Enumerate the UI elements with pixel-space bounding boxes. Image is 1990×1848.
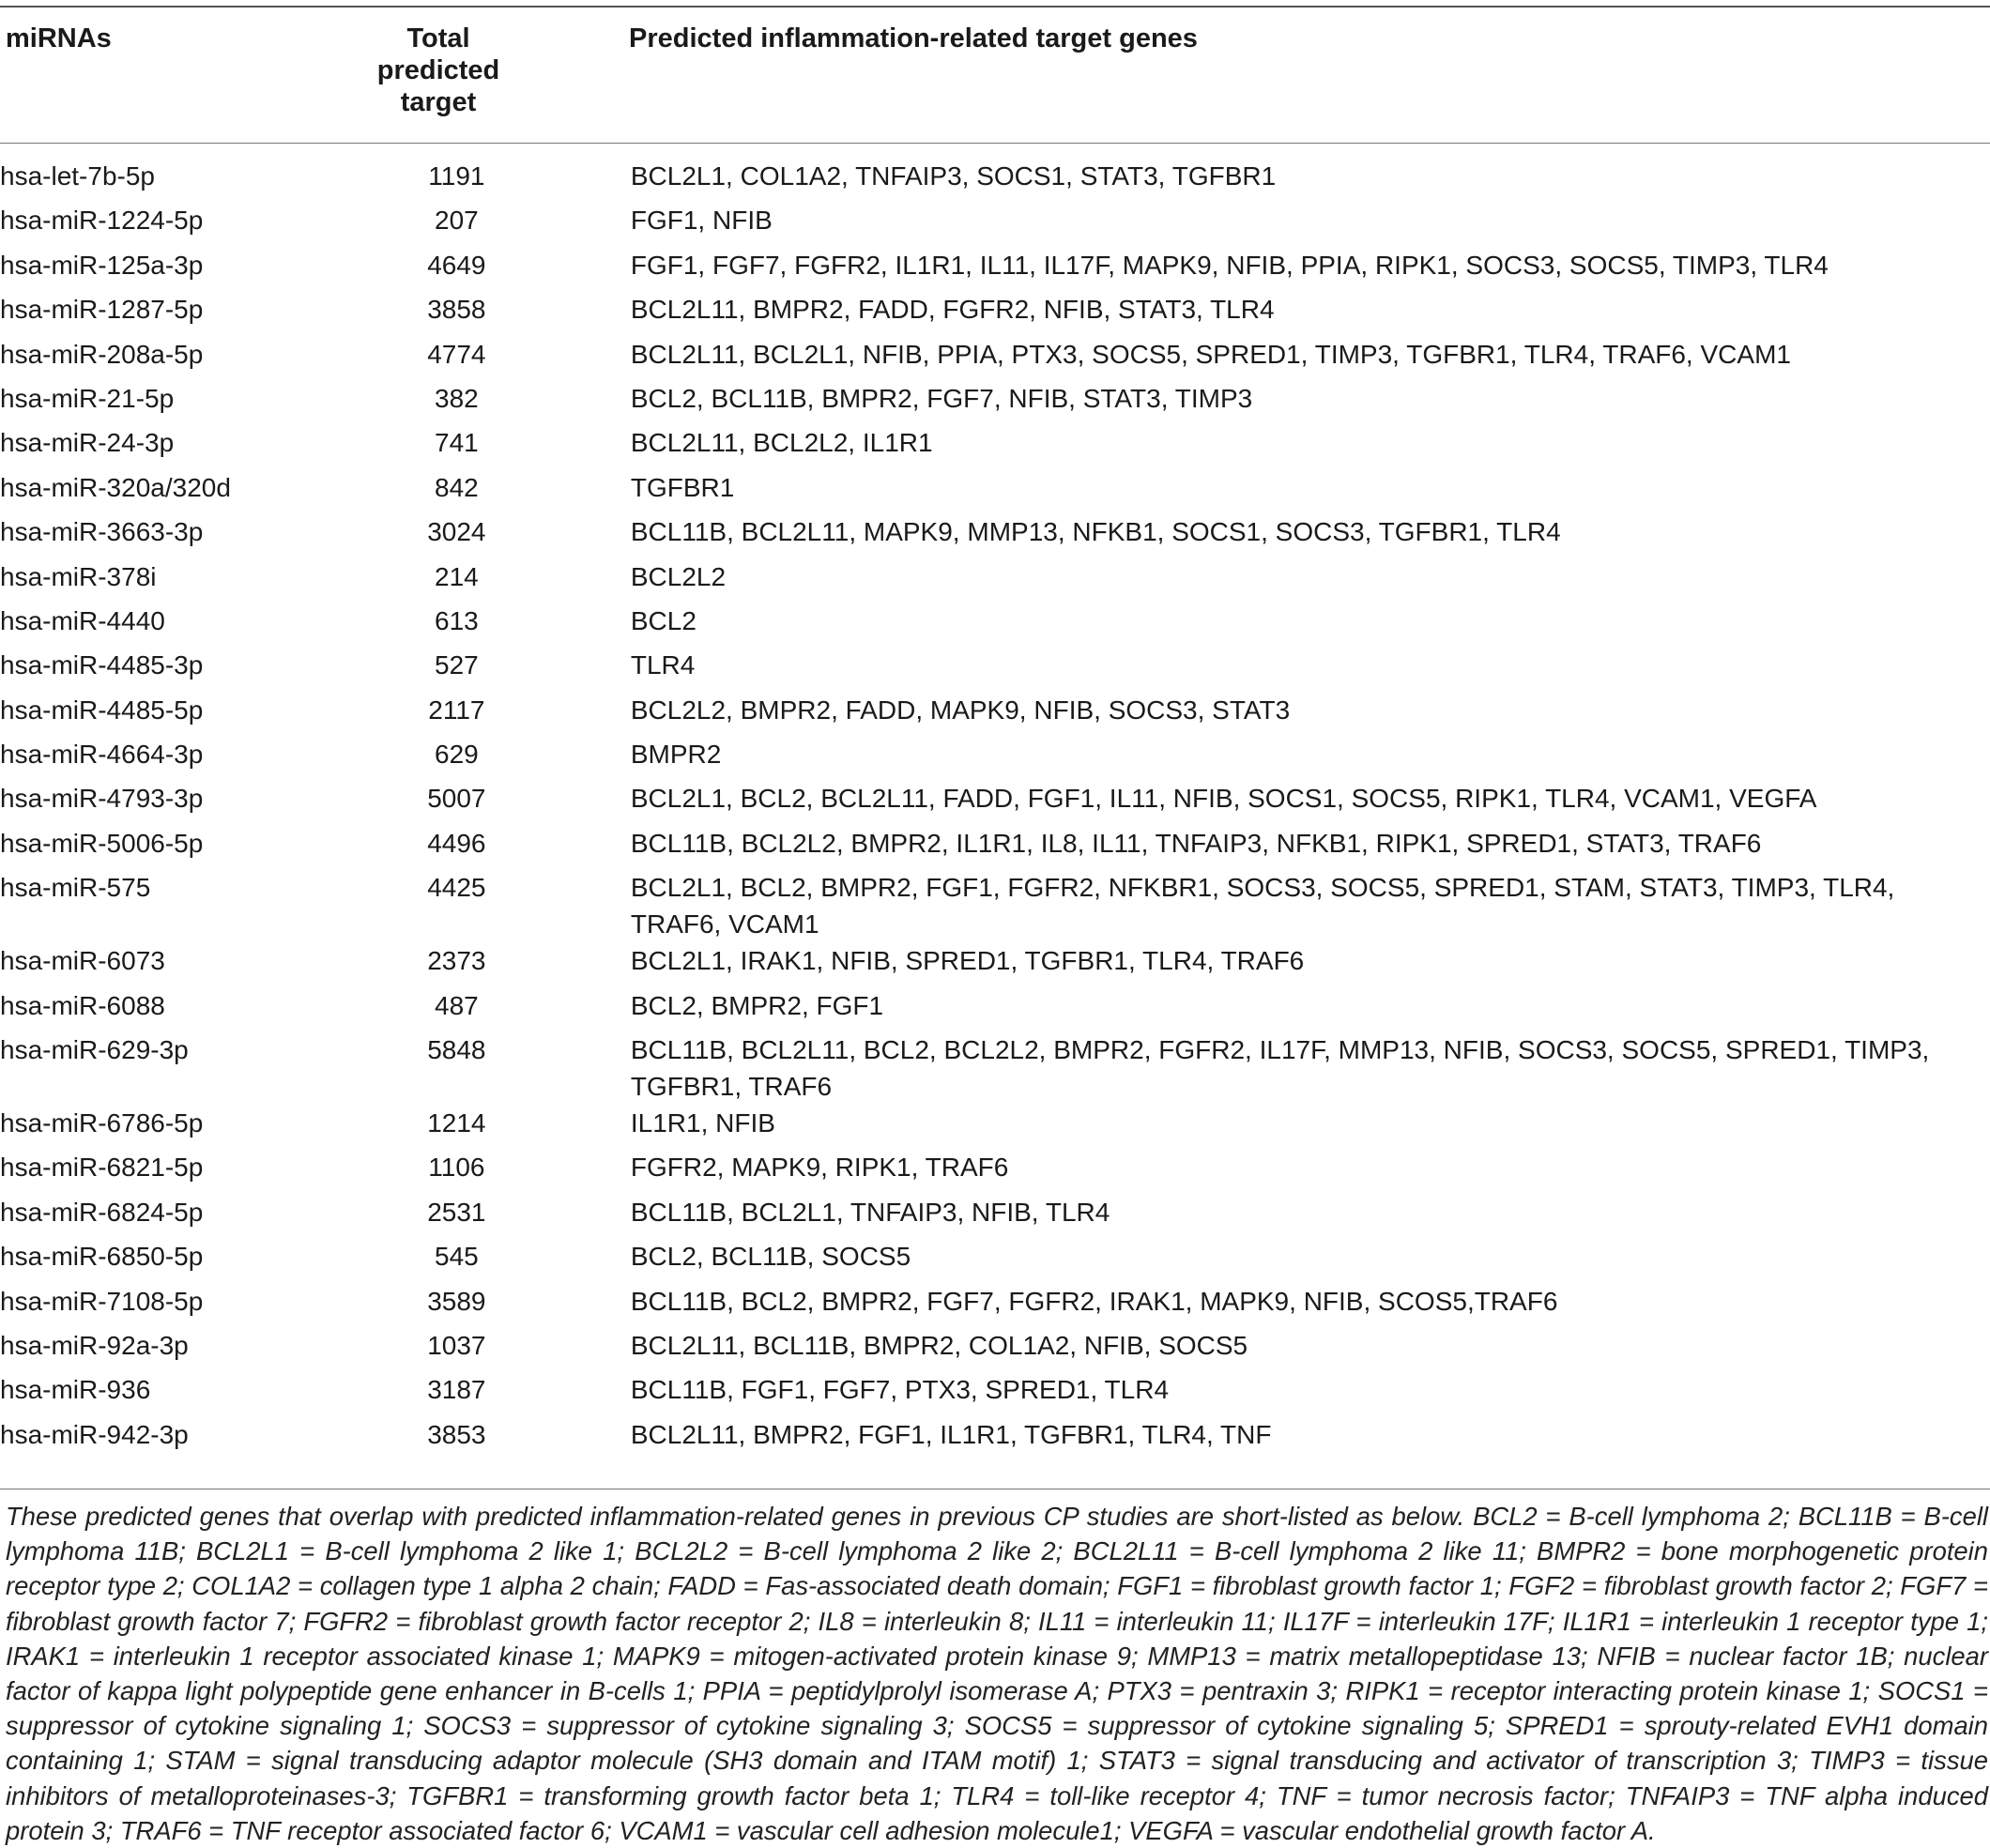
cell-total-predicted: 3187 [427, 1375, 486, 1405]
cell-spacer [537, 1327, 631, 1371]
cell-mirna: hsa-miR-21-5p [0, 383, 175, 413]
cell-target-genes: BCL11B, BCL2, BMPR2, FGF7, FGFR2, IRAK1, MAPK9, NFIB, SCOS5,TRAF6 [630, 1286, 1558, 1316]
cell-target-genes: TLR4 [630, 650, 696, 680]
cell-mirna: hsa-miR-6824-5p [0, 1197, 204, 1227]
cell-target-genes: BCL2, BCL11B, BMPR2, FGF7, NFIB, STAT3, TIMP3 [630, 383, 1253, 413]
cell-spacer [537, 736, 631, 780]
cell-target-genes: BCL2L11, BCL11B, BMPR2, COL1A2, NFIB, SOCS5 [630, 1330, 1248, 1360]
cell-total-predicted: 5848 [427, 1035, 486, 1065]
table-row [0, 1327, 1990, 1371]
header-total-predicted-target: Total predicted target [376, 23, 500, 117]
table-row [0, 1238, 1990, 1282]
cell-target-genes: FGF1, FGF7, FGFR2, IL1R1, IL11, IL17F, MAPK9, NFIB, PPIA, RIPK1, SOCS3, SOCS5, TIMP3, TLR4 [630, 250, 1829, 280]
cell-spacer [537, 942, 631, 986]
cell-total-predicted: 382 [435, 383, 479, 413]
cell-total-predicted: 3858 [427, 295, 486, 325]
cell-target-genes: BCL2L11, BMPR2, FGF1, IL1R1, TGFBR1, TLR4, TNF [630, 1419, 1272, 1449]
cell-spacer [537, 247, 631, 291]
cell-target-genes: BCL2L11, BCL2L1, NFIB, PPIA, PTX3, SOCS5, SPRED1, TIMP3, TGFBR1, TLR4, TRAF6, VCAM1 [630, 339, 1791, 369]
cell-target-genes: BCL2L1, IRAK1, NFIB, SPRED1, TGFBR1, TLR4, TRAF6 [630, 946, 1305, 976]
cell-target-genes: BCL11B, BCL2L11, BCL2, BCL2L2, BMPR2, FGFR2, IL17F, MMP13, NFIB, SOCS3, SOCS5, SPRED1, TIMP3, TGFBR1, TRAF6 [630, 1035, 1930, 1102]
header-mirnas: miRNAs [6, 23, 112, 53]
cell-mirna: hsa-miR-629-3p [0, 1035, 189, 1065]
table-row [0, 1149, 1990, 1193]
cell-target-genes: BCL2L2, BMPR2, FADD, MAPK9, NFIB, SOCS3, STAT3 [630, 695, 1291, 725]
cell-mirna: hsa-miR-4664-3p [0, 740, 204, 770]
cell-total-predicted: 3853 [427, 1419, 486, 1449]
cell-target-genes: BCL2L1, BCL2, BMPR2, FGF1, FGFR2, NFKBR1, SOCS3, SOCS5, SPRED1, STAM, STAT3, TIMP3, TLR4, TRAF6, VCAM1 [630, 873, 1895, 939]
cell-target-genes: BCL2L11, BMPR2, FADD, FGFR2, NFIB, STAT3, TLR4 [630, 295, 1275, 325]
cell-target-genes: FGF1, NFIB [630, 206, 773, 236]
cell-target-genes: BCL2L1, BCL2, BCL2L11, FADD, FGF1, IL11, NFIB, SOCS1, SOCS5, RIPK1, TLR4, VCAM1, VEGFA [630, 784, 1817, 814]
cell-spacer [537, 780, 631, 824]
cell-spacer [537, 603, 631, 647]
cell-total-predicted: 842 [435, 472, 479, 502]
cell-target-genes: TGFBR1 [630, 472, 735, 502]
table-row [0, 1031, 1990, 1105]
table-row [0, 1283, 1990, 1327]
cell-spacer [537, 869, 631, 942]
top-rule [0, 6, 1990, 8]
cell-spacer [537, 513, 631, 557]
cell-mirna: hsa-miR-320a/320d [0, 472, 231, 502]
table-row [0, 780, 1990, 824]
table-row [0, 825, 1990, 869]
cell-target-genes: BCL2 [630, 605, 696, 635]
cell-total-predicted: 1214 [427, 1108, 486, 1138]
cell-spacer [537, 424, 631, 468]
table-row [0, 380, 1990, 424]
cell-spacer [537, 692, 631, 736]
cell-mirna: hsa-miR-936 [0, 1375, 151, 1405]
table-row [0, 291, 1990, 335]
cell-target-genes: BCL2L11, BCL2L2, IL1R1 [630, 428, 933, 458]
table-footnote: These predicted genes that overlap with predicted inflammation-related genes in previous CP studies are short-listed as below. BCL2 = B-cell lymphoma 2; BCL11B = B-cell lymphoma 11B; BCL2L1 = B-cell lymphoma 2 like 1; BCL2L2 = B-cell lymphoma 2 like 2; BCL2L11 = B-cell lymphoma 2 like 11; BMPR2 = bone morphogenetic protein receptor type 2; COL1A2 = collagen type 1 alpha 2 chain; FADD = Fas-associated death domain; FGF1 = fibroblast growth factor 1; FGF2 = fibroblast growth factor 2; FGF7 = fibroblast growth factor 7; FGFR2 = fibroblast growth factor receptor 2; IL8 = interleukin 8; IL11 = interleukin 11; IL17F = interleukin 17F; IL1R1 = interleukin 1 receptor type 1; IRAK1 = interleukin 1 receptor associated kinase 1; MAPK9 = mitogen-activated protein kinase 9; MMP13 = matrix metallopeptidase 13; NFIB = nuclear factor 1B; nuclear factor of kappa light polypeptide gene enhancer in B-cells 1; PPIA = peptidylprolyl isomerase A; PTX3 = pentraxin 3; RIPK1 = receptor interacting protein kinase 1; SOCS1 = suppressor of cytokine signaling 1; SOCS3 = suppressor of cytokine signaling 3; SOCS5 = suppressor of cytokine signaling 5; SPRED1 = sprouty-related EVH1 domain containing 1; STAM = signal transducing adaptor molecule (SH3 domain and ITAM motif) 1; STAT3 = signal transducing and activator of transcription 3; TIMP3 = tissue inhibitors of metalloproteinases-3; TGFBR1 = transforming growth factor beta 1; TLR4 = toll-like receptor 4; TNF = tumor necrosis factor; TNFAIP3 = TNF alpha induced protein 3; TRAF6 = TNF receptor associated factor 6; VCAM1 = vascular cell adhesion molecule1; VEGFA = vascular endothelial growth factor A. [6, 1502, 1988, 1845]
table-row [0, 1105, 1990, 1149]
cell-spacer [537, 380, 631, 424]
cell-mirna: hsa-miR-208a-5p [0, 339, 204, 369]
cell-target-genes: BCL11B, BCL2L1, TNFAIP3, NFIB, TLR4 [630, 1197, 1110, 1227]
cell-mirna: hsa-miR-942-3p [0, 1419, 189, 1449]
table-row [0, 424, 1990, 468]
cell-mirna: hsa-miR-5006-5p [0, 828, 204, 858]
cell-mirna: hsa-miR-92a-3p [0, 1330, 189, 1360]
cell-spacer [537, 1105, 631, 1149]
cell-target-genes: BCL2, BCL11B, SOCS5 [630, 1242, 911, 1272]
cell-total-predicted: 1037 [427, 1330, 486, 1360]
cell-spacer [537, 336, 631, 380]
cell-target-genes: FGFR2, MAPK9, RIPK1, TRAF6 [630, 1153, 1009, 1183]
table-row [0, 987, 1990, 1031]
cell-mirna: hsa-miR-24-3p [0, 428, 175, 458]
cell-mirna: hsa-miR-6073 [0, 946, 165, 976]
cell-target-genes: IL1R1, NFIB [630, 1108, 775, 1138]
table-row [0, 647, 1990, 691]
cell-target-genes: BCL11B, FGF1, FGF7, PTX3, SPRED1, TLR4 [630, 1375, 1170, 1405]
table-row [0, 247, 1990, 291]
cell-mirna: hsa-let-7b-5p [0, 161, 155, 191]
cell-spacer [537, 202, 631, 246]
cell-total-predicted: 214 [435, 561, 479, 591]
cell-spacer [537, 1283, 631, 1327]
table-row [0, 558, 1990, 603]
table-row [0, 158, 1990, 202]
cell-spacer [537, 825, 631, 869]
header-rule [0, 143, 1990, 144]
cell-spacer [537, 469, 631, 513]
cell-total-predicted: 2373 [427, 946, 486, 976]
cell-spacer [537, 291, 631, 335]
cell-total-predicted: 545 [435, 1242, 479, 1272]
cell-mirna: hsa-miR-4440 [0, 605, 165, 635]
cell-total-predicted: 3024 [427, 517, 486, 547]
cell-total-predicted: 487 [435, 990, 479, 1020]
cell-total-predicted: 3589 [427, 1286, 486, 1316]
cell-total-predicted: 2531 [427, 1197, 486, 1227]
cell-spacer [537, 1416, 631, 1460]
cell-mirna: hsa-miR-4485-5p [0, 695, 204, 725]
mirna-target-table [0, 158, 1990, 1460]
cell-mirna: hsa-miR-7108-5p [0, 1286, 204, 1316]
table-row [0, 513, 1990, 557]
cell-spacer [537, 1371, 631, 1415]
cell-spacer [537, 1149, 631, 1193]
cell-mirna: hsa-miR-125a-3p [0, 250, 204, 280]
cell-total-predicted: 741 [435, 428, 479, 458]
cell-total-predicted: 4496 [427, 828, 486, 858]
cell-total-predicted: 2117 [428, 695, 485, 725]
cell-mirna: hsa-miR-3663-3p [0, 517, 204, 547]
cell-target-genes: BCL2L2 [630, 561, 727, 591]
table-row [0, 942, 1990, 986]
cell-mirna: hsa-miR-6850-5p [0, 1242, 204, 1272]
cell-total-predicted: 207 [435, 206, 479, 236]
cell-mirna: hsa-miR-4485-3p [0, 650, 204, 680]
table-row [0, 603, 1990, 647]
cell-target-genes: BCL11B, BCL2L2, BMPR2, IL1R1, IL8, IL11, TNFAIP3, NFKB1, RIPK1, SPRED1, STAT3, TRAF6 [630, 828, 1762, 858]
cell-mirna: hsa-miR-6088 [0, 990, 165, 1020]
cell-spacer [537, 1031, 631, 1105]
cell-total-predicted: 1106 [428, 1153, 485, 1183]
cell-target-genes: BCL11B, BCL2L11, MAPK9, MMP13, NFKB1, SOCS1, SOCS3, TGFBR1, TLR4 [630, 517, 1561, 547]
cell-mirna: hsa-miR-4793-3p [0, 784, 204, 814]
cell-spacer [537, 158, 631, 202]
table-row [0, 336, 1990, 380]
cell-spacer [537, 987, 631, 1031]
cell-total-predicted: 629 [435, 740, 479, 770]
table-row [0, 692, 1990, 736]
cell-target-genes: BMPR2 [630, 740, 722, 770]
header-target-genes: Predicted inflammation-related target genes [629, 23, 1198, 53]
table-row [0, 1416, 1990, 1460]
cell-spacer [537, 1238, 631, 1282]
cell-mirna: hsa-miR-1287-5p [0, 295, 204, 325]
cell-total-predicted: 527 [435, 650, 479, 680]
table-row [0, 869, 1990, 942]
cell-mirna: hsa-miR-6821-5p [0, 1153, 204, 1183]
cell-spacer [537, 1194, 631, 1238]
cell-total-predicted: 5007 [427, 784, 486, 814]
table-row [0, 202, 1990, 246]
cell-total-predicted: 4649 [427, 250, 486, 280]
cell-mirna: hsa-miR-378i [0, 561, 157, 591]
cell-total-predicted: 4774 [427, 339, 486, 369]
table-row [0, 736, 1990, 780]
cell-total-predicted: 4425 [427, 873, 486, 903]
cell-target-genes: BCL2L1, COL1A2, TNFAIP3, SOCS1, STAT3, TGFBR1 [630, 161, 1277, 191]
cell-spacer [537, 647, 631, 691]
cell-total-predicted: 613 [435, 605, 479, 635]
table-row [0, 469, 1990, 513]
cell-total-predicted: 1191 [428, 161, 485, 191]
cell-target-genes: BCL2, BMPR2, FGF1 [630, 990, 884, 1020]
cell-mirna: hsa-miR-575 [0, 873, 151, 903]
table-row [0, 1371, 1990, 1415]
cell-mirna: hsa-miR-1224-5p [0, 206, 204, 236]
table-row [0, 1194, 1990, 1238]
cell-mirna: hsa-miR-6786-5p [0, 1108, 204, 1138]
cell-spacer [537, 558, 631, 603]
